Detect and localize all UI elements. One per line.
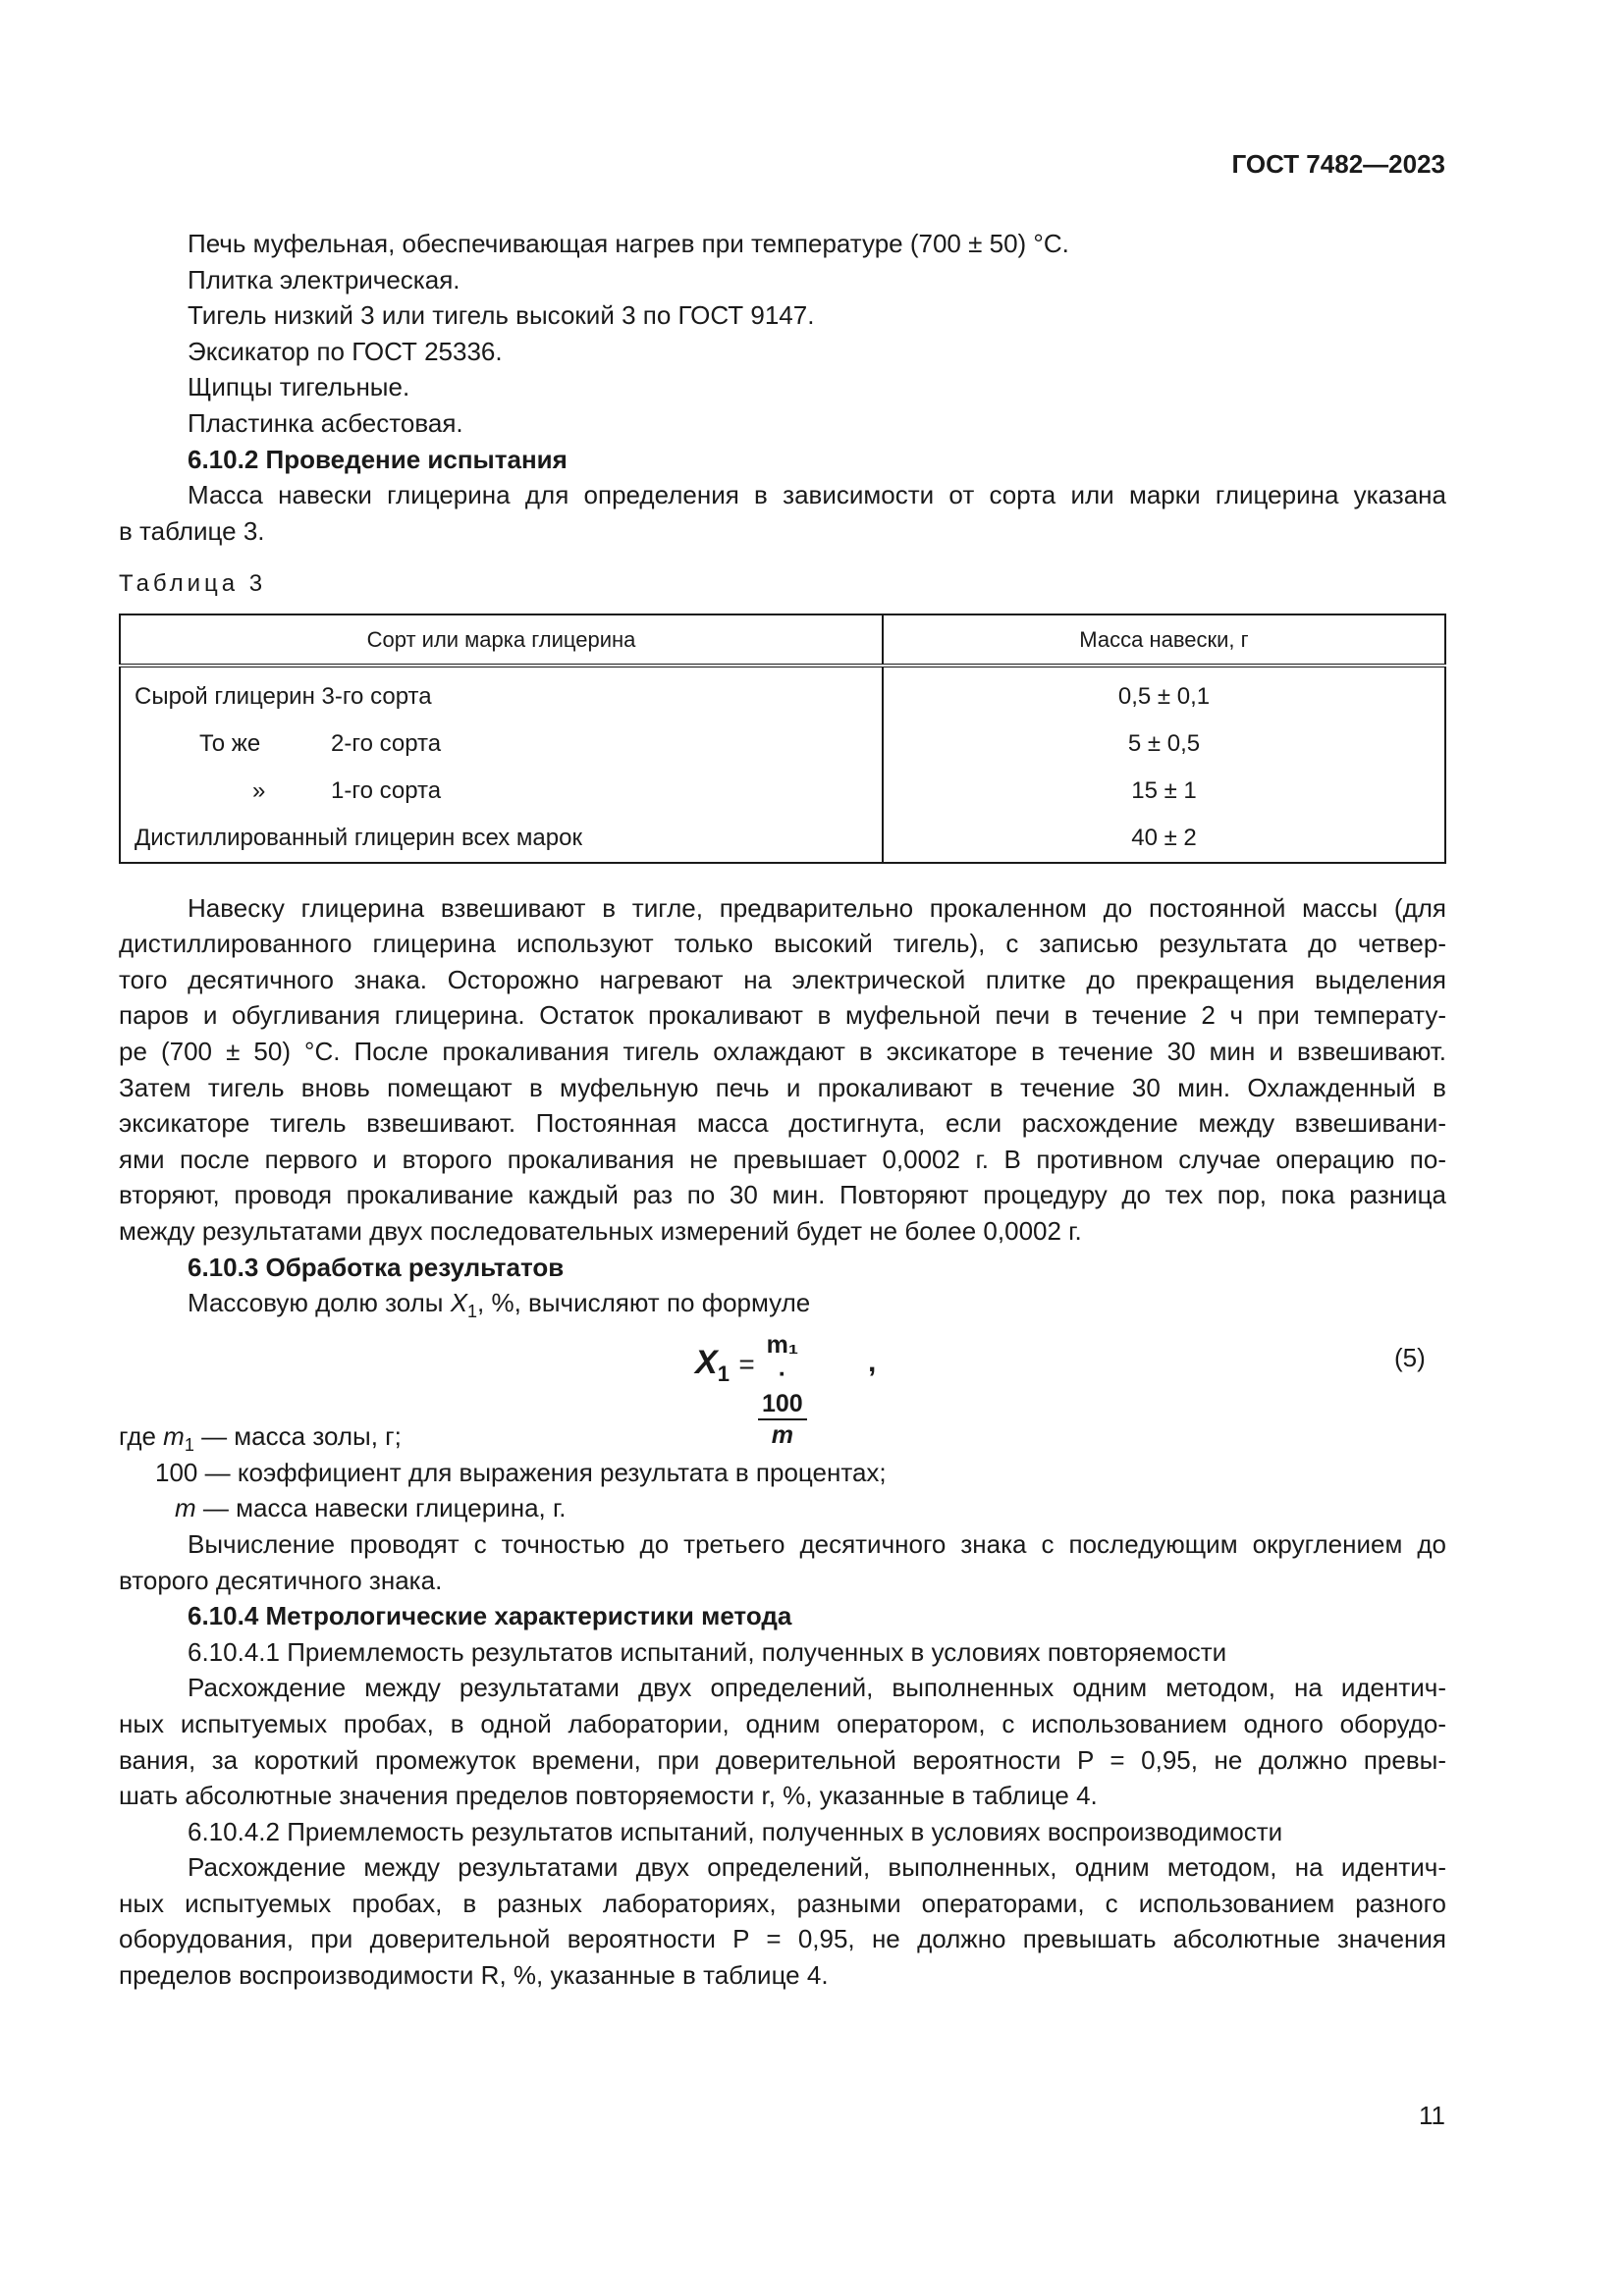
equipment-item: Щипцы тигельные. [188,372,410,401]
table-row [120,721,1445,768]
table-header-mass: Масса навески, г [883,614,1445,666]
standard-header: ГОСТ 7482—2023 [1231,149,1445,179]
paragraph-line: паров и обугливания глицерина. Остаток прокаливают в муфельной печи в течение 2 ч при температу- [119,1000,1446,1030]
table-cell-mass: 5 ± 0,5 [883,721,1445,768]
table-cell-grade [120,721,883,768]
where-line: 100 — коэффициент для выражения результата в процентах; [155,1458,887,1487]
lhs-var: X [695,1344,718,1381]
table-cell-grade [120,768,883,815]
formula-number: (5) [1394,1343,1426,1372]
where-line [175,1493,567,1522]
equipment-item: Эксикатор по ГОСТ 25336. [188,337,503,366]
formula-comma: , [868,1346,877,1378]
table-header-grade: Сорт или марка глицерина [120,614,883,666]
paragraph-line: ных испытуемых пробах, в разных лабораториях, разными операторами, с использованием разного [119,1889,1446,1918]
equipment-item: Пластинка асбестовая. [188,408,463,438]
text: , %, вычисляют по формуле [477,1288,811,1317]
table-cell-mass: 15 ± 1 [883,768,1445,815]
paragraph-line: ных испытуемых пробах, в одной лаборатории, одним оператором, с использованием одного оборудо- [119,1709,1446,1738]
section-heading-6-10-4: 6.10.4 Метрологические характеристики метода [188,1601,792,1630]
grade-text: Дистиллированный глицерин всех марок [135,825,582,851]
paragraph-line: пределов воспроизводимости R, %, указанные в таблице 4. [119,1960,829,1990]
table-cell-mass: 0,5 ± 0,1 [883,666,1445,721]
paragraph-line: Масса навески глицерина для определения в зависимости от сорта или марки глицерина указана [188,480,1446,509]
text: — масса навески глицерина, г. [195,1493,567,1522]
table-caption: Таблица 3 [119,570,267,597]
paragraph-line: оборудования, при доверительной вероятности P = 0,95, не должно превышать абсолютные значения [119,1924,1446,1953]
grade-text: 2-го сорта [331,730,442,757]
paragraph-line: Расхождение между результатами двух определений, выполненных, одним методом, на идентич- [188,1852,1446,1882]
grade-text: Сырой глицерин 3-го сорта [135,683,432,710]
paragraph-line: того десятичного знака. Осторожно нагревают на электрической плитке до прекращения выделения [119,965,1446,994]
paragraph-line: Вычисление проводят с точностью до третьего десятичного знака с последующим округлением до [188,1529,1446,1559]
paragraph-line: ями после первого и второго прокаливания не превышает 0,0002 г. В противном случае операцию по- [119,1145,1446,1174]
paragraph-line: в таблице 3. [119,516,265,546]
variable-m: m [163,1421,185,1451]
paragraph-line: между результатами двух последовательных измерений будет не более 0,0002 г. [119,1216,1082,1246]
subscript: 1 [467,1302,478,1322]
formula-intro [188,1288,810,1326]
ditto-text: То же [199,730,261,757]
denominator: m [771,1421,793,1449]
section-heading-6-10-3: 6.10.3 Обработка результатов [188,1253,565,1282]
text: — масса золы, г; [193,1421,402,1451]
variable-x: X [450,1288,468,1317]
subsection-title: 6.10.4.1 Приемлемость результатов испытаний, полученных в условиях повторяемости [188,1637,1227,1667]
text: где [119,1421,164,1451]
formula-fraction [758,1330,807,1450]
paragraph-line: вания, за короткий промежуток времени, при доверительной вероятности P = 0,95, не должно превы- [119,1745,1446,1775]
paragraph-line: шать абсолютные значения пределов повторяемости r, %, указанные в таблице 4. [119,1781,1098,1810]
paragraph-line: эксикаторе тигель взвешивают. Постоянная масса достигнута, если расхождение между взвешивани- [119,1108,1446,1138]
equipment-item: Печь муфельная, обеспечивающая нагрев при температуре (700 ± 50) °С. [188,229,1069,258]
paragraph-line: дистиллированного глицерина используют только высокий тигель), с записью результата до четвер- [119,929,1446,958]
equipment-item: Плитка электрическая. [188,265,460,294]
paragraph-line: Расхождение между результатами двух определений, выполненных одним методом, на идентич- [188,1673,1446,1702]
table-cell-grade [120,666,883,721]
where-line [119,1421,402,1460]
ditto-mark: » [252,777,266,804]
paragraph-line: Затем тигель вновь помещают в муфельную печь и прокаливают в течение 30 мин. Охлажденный в [119,1073,1446,1102]
grade-text: 1-го сорта [331,777,442,804]
paragraph-line: ре (700 ± 50) °С. После прокаливания тигель охлаждают в эксикаторе в течение 30 мин и взвешивают. [119,1037,1446,1066]
section-heading-6-10-2: 6.10.2 Проведение испытания [188,445,568,474]
equipment-item: Тигель низкий 3 или тигель высокий 3 по ГОСТ 9147. [188,300,815,330]
equals-sign: = [738,1349,755,1379]
table-row [120,815,1445,863]
table-row [120,666,1445,721]
table-cell-grade [120,815,883,863]
subsection-title: 6.10.4.2 Приемлемость результатов испытаний, полученных в условиях воспроизводимости [188,1817,1283,1846]
formula-lhs [695,1344,755,1387]
variable-m: m [175,1493,196,1522]
lhs-sub: 1 [717,1361,730,1386]
paragraph-line: Навеску глицерина взвешивают в тигле, предварительно прокаленном до постоянной массы (для [188,893,1446,923]
table-3 [119,614,1446,864]
text: Массовую долю золы [188,1288,451,1317]
paragraph-line: второго десятичного знака. [119,1566,443,1595]
subscript: 1 [184,1435,194,1456]
table-row [120,768,1445,815]
paragraph-line: вторяют, проводя прокаливание каждый раз по 30 мин. Повторяют процедуру до тех пор, пока разница [119,1180,1446,1209]
page-number: 11 [1419,2101,1445,2130]
numerator: m₁ · 100 [758,1330,807,1420]
table-cell-mass: 40 ± 2 [883,815,1445,863]
